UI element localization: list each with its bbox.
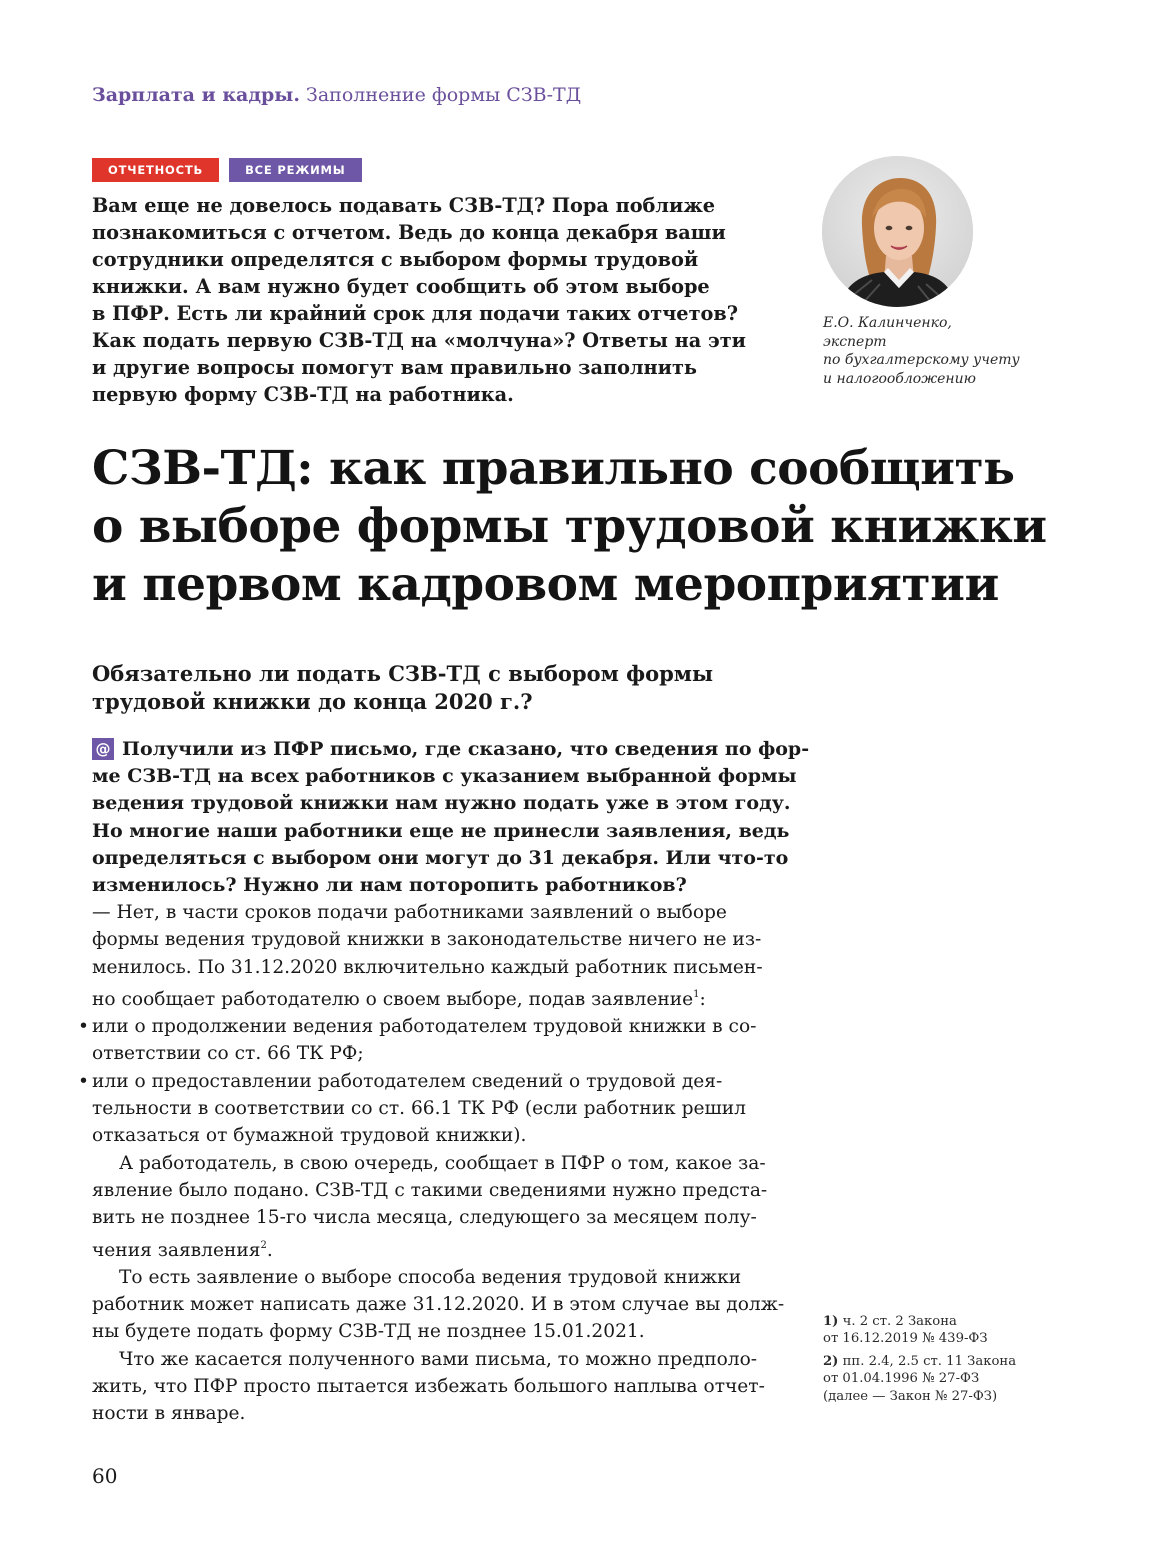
running-head-section: Зарплата и кадры.	[92, 84, 300, 106]
lead-line: Как подать первую СЗВ-ТД на «молчуна»? Ответы на эти	[92, 329, 746, 352]
title-line: и первом кадровом мероприятии	[92, 557, 999, 612]
question-line: ведения трудовой книжки нам нужно подать уже в этом году.	[92, 792, 791, 815]
answer-punct: :	[699, 988, 706, 1010]
author-portrait-icon	[822, 156, 973, 307]
answer-line: жить, что ПФР просто пытается избежать большого наплыва отчет-	[92, 1376, 765, 1398]
rubric-tags	[92, 158, 362, 182]
answer-line: формы ведения трудовой книжки в законодательстве ничего не из-	[92, 929, 762, 951]
question-line: Получили из ПФР письмо, где сказано, что сведения по фор-	[122, 738, 810, 760]
lead-line: и другие вопросы помогут вам правильно заполнить	[92, 356, 697, 379]
answer-line: — Нет, в части сроков подачи работниками заявлений о выборе	[92, 902, 727, 923]
answer-line: тельности в соответствии со ст. 66.1 ТК РФ (если работник решил	[92, 1098, 746, 1120]
lead-line: сотрудники определятся с выбором формы трудовой	[92, 248, 699, 271]
answer-line: ности в январе.	[92, 1403, 246, 1425]
author-name: Е.О. Калинченко,	[823, 315, 952, 331]
answer-line: отказаться от бумажной трудовой книжки).	[92, 1125, 527, 1147]
footnote-ref-2: 2	[260, 1239, 267, 1251]
author-role: по бухгалтерскому учету	[823, 352, 1020, 368]
answer-line: А работодатель, в свою очередь, сообщает в ПФР о том, какое за-	[119, 1152, 766, 1174]
footnote-number: 2)	[823, 1353, 839, 1369]
footnote-1	[823, 1313, 1016, 1348]
question-line: определяться с выбором они могут до 31 декабря. Или что-то	[92, 846, 789, 869]
footnote-line: ч. 2 ст. 2 Закона	[842, 1314, 957, 1329]
subhead-line: трудовой книжки до конца 2020 г.?	[92, 689, 533, 714]
footnote-number: 1)	[823, 1314, 839, 1329]
title-line: СЗВ-ТД: как правильно сообщить	[92, 441, 1015, 496]
footnote-line: (далее — Закон № 27-ФЗ)	[823, 1388, 998, 1404]
author-role: эксперт	[823, 333, 887, 350]
reader-question	[92, 736, 810, 899]
footnote-line: от 01.04.1996 № 27-ФЗ	[823, 1371, 980, 1387]
answer-line: но сообщает работодателю о своем выборе, подав заявление	[92, 988, 694, 1010]
answer-body	[92, 899, 785, 1428]
answer-line: явление было подано. СЗВ-ТД с такими сведениями нужно предста-	[92, 1179, 768, 1201]
subhead-line: Обязательно ли подать СЗВ-ТД с выбором формы	[92, 661, 714, 686]
answer-line: ны будете подать форму СЗВ-ТД не позднее 15.01.2021.	[92, 1321, 645, 1343]
answer-line: чения заявления	[92, 1239, 261, 1261]
author-caption	[823, 314, 1020, 388]
footnotes	[823, 1313, 1016, 1405]
lead-line: книжки. А вам нужно будет сообщить об этом выборе	[92, 275, 710, 298]
author-photo	[822, 156, 973, 307]
bullet-item: • или о предоставлении работодателем сведений о трудовой дея-	[78, 1068, 782, 1095]
answer-line: вить не позднее 15-го числа месяца, следующего за месяцем полу-	[92, 1207, 757, 1229]
title-line: о выборе формы трудовой книжки	[92, 499, 1047, 554]
lead-line: познакомиться с отчетом. Ведь до конца декабря ваши	[92, 221, 726, 244]
footnote-ref-1: 1	[693, 988, 700, 1000]
lead-line: Вам еще не довелось подавать СЗВ-ТД? Пора поближе	[92, 194, 716, 217]
question-line: Но многие наши работники еще не принесли заявления, ведь	[92, 819, 790, 842]
answer-punct: .	[266, 1239, 273, 1261]
lead-line: первую форму СЗВ-ТД на работника.	[92, 383, 514, 406]
page-number: 60	[92, 1464, 118, 1488]
answer-line: работник может написать даже 31.12.2020. И в этом случае вы долж-	[92, 1294, 785, 1316]
footnote-2	[823, 1353, 1016, 1405]
tag-all-regimes: ВСЕ РЕЖИМЫ	[229, 158, 361, 182]
at-icon: @	[92, 738, 114, 760]
running-head-topic: Заполнение формы СЗВ-ТД	[306, 84, 582, 106]
footnote-line: от 16.12.2019 № 439-ФЗ	[823, 1331, 988, 1347]
article-title	[92, 440, 1092, 614]
question-line: ме СЗВ-ТД на всех работников с указанием выбранной формы	[92, 765, 797, 788]
tag-reporting: ОТЧЕТНОСТЬ	[92, 158, 219, 182]
lead-paragraph	[92, 192, 782, 408]
footnote-line: пп. 2.4, 2.5 ст. 11 Закона	[842, 1353, 1017, 1369]
section-subheading	[92, 660, 792, 716]
question-line: изменилось? Нужно ли нам поторопить работников?	[92, 874, 687, 897]
answer-line: То есть заявление о выборе способа ведения трудовой книжки	[119, 1266, 742, 1288]
answer-line: Что же касается полученного вами письма, то можно предполо-	[119, 1348, 758, 1370]
running-head	[92, 84, 581, 106]
answer-line: менилось. По 31.12.2020 включительно каждый работник письмен-	[92, 956, 763, 978]
answer-line: ответствии со ст. 66 ТК РФ;	[92, 1043, 364, 1065]
bullet-item: • или о продолжении ведения работодателем трудовой книжки в со-	[78, 1013, 782, 1040]
author-role: и налогообложению	[823, 370, 976, 387]
lead-line: в ПФР. Есть ли крайний срок для подачи таких отчетов?	[92, 302, 739, 325]
